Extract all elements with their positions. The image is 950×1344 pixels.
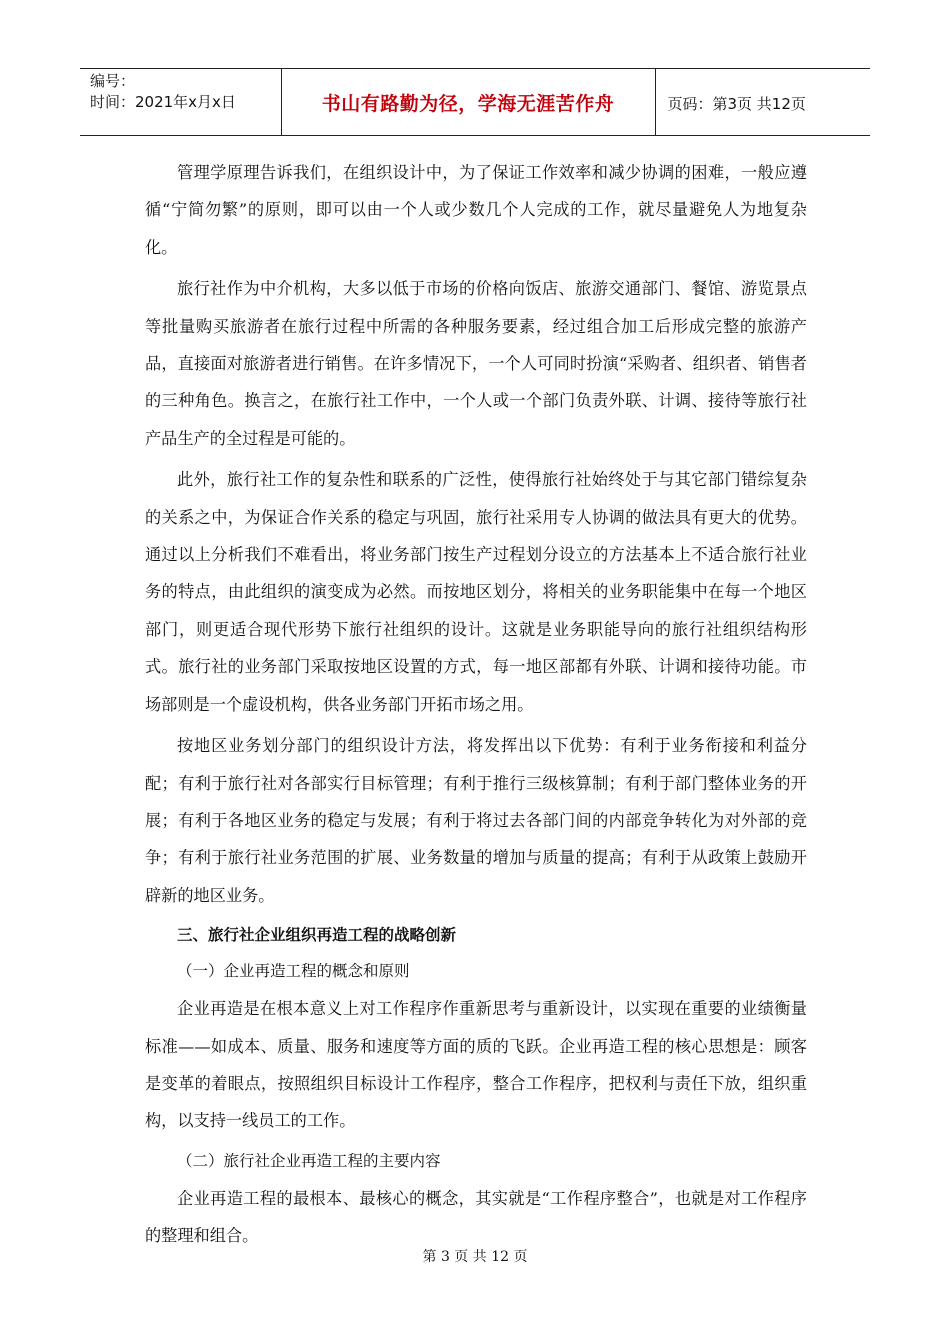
document-header (80, 68, 870, 136)
header-left-cell (80, 69, 281, 136)
paragraph-travel-agency-intermediary: 旅行社作为中介机构，大多以低于市场的价格向饭店、旅游交通部门、餐馆、游览景点等批量购买旅游者在旅行过程中所需的各种服务要素，经过组合加工后形成完整的旅游产品，直接面对旅游者进行销售。在许多情况下，一个人可同时扮演“采购者、组织者、销售者的三种角色。换言之，在旅行社工作中，一个人或一个部门负责外联、计调、接待等旅行社产品生产的全过程是可能的。 (145, 279, 807, 448)
paragraph-org-design-principle: 管理学原理告诉我们，在组织设计中，为了保证工作效率和减少协调的困难，一般应遵循“宁简勿繁”的原则，即可以由一个人或少数几个人完成的工作，就尽量避免人为地复杂化。 (145, 163, 807, 257)
paragraph-process-integration: 企业再造工程的最根本、最核心的概念，其实就是“工作程序整合”，也就是对工作程序的整理和组合。 (145, 1188, 807, 1246)
document-date-label: 时间：2021年x月x日 (90, 93, 236, 111)
paragraph-regional-advantages: 按地区业务划分部门的组织设计方法，将发挥出以下优势：有利于业务衔接和利益分配；有利于旅行社对各部实行目标管理；有利于推行三级核算制；有利于部门整体业务的开展；有利于各地区业务的稳定与发展；有利于将过去各部门间的内部竞争转化为对外部的竞争；有利于旅行社业务范围的扩展、业务数量的增加与质量的提高；有利于从政策上鼓励开辟新的地区业务。 (145, 736, 807, 905)
header-motto: 书山有路勤为径，学海无涯苦作舟 (321, 92, 615, 115)
paragraph-regional-structure: 此外，旅行社工作的复杂性和联系的广泛性，使得旅行社始终处于与其它部门错综复杂的关系之中，为保证合作关系的稳定与巩固，旅行社采用专人协调的做法具有更大的优势。通过以上分析我们不难看出，将业务部门按生产过程划分设立的方法基本上不适合旅行社业务的特点，由此组织的演变成为必然。而按地区划分，将相关的业务职能集中在每一个地区部门，则更适合现代形势下旅行社组织的设计。这就是业务职能导向的旅行社组织结构形式。旅行社的业务部门采取按地区设置的方式，每一地区部都有外联、计调和接待功能。市场部则是一个虚设机构，供各业务部门开拓市场之用。 (145, 470, 807, 714)
header-page-cell (655, 69, 870, 136)
header-motto-cell (281, 69, 655, 136)
document-number-label: 编号： (90, 72, 136, 90)
subsection-heading-1: （一）企业再造工程的概念和原则 (177, 962, 410, 981)
paragraph-reengineering-concept: 企业再造是在根本意义上对工作程序作重新思考与重新设计，以实现在重要的业绩衡量标准——如成本、质量、服务和速度等方面的质的飞跃。企业再造工程的核心思想是：顾客是变革的着眼点，按照组织目标设计工作程序，整合工作程序，把权利与责任下放，组织重构，以支持一线员工的工作。 (145, 999, 807, 1131)
header-page-info: 页码：第3页 共12页 (667, 95, 806, 113)
page-footer: 第 3 页 共 12 页 (422, 1249, 528, 1265)
document-body (145, 154, 807, 1259)
subsection-heading-2: （二）旅行社企业再造工程的主要内容 (177, 1151, 441, 1170)
section-heading-3: 三、旅行社企业组织再造工程的战略创新 (177, 926, 457, 945)
